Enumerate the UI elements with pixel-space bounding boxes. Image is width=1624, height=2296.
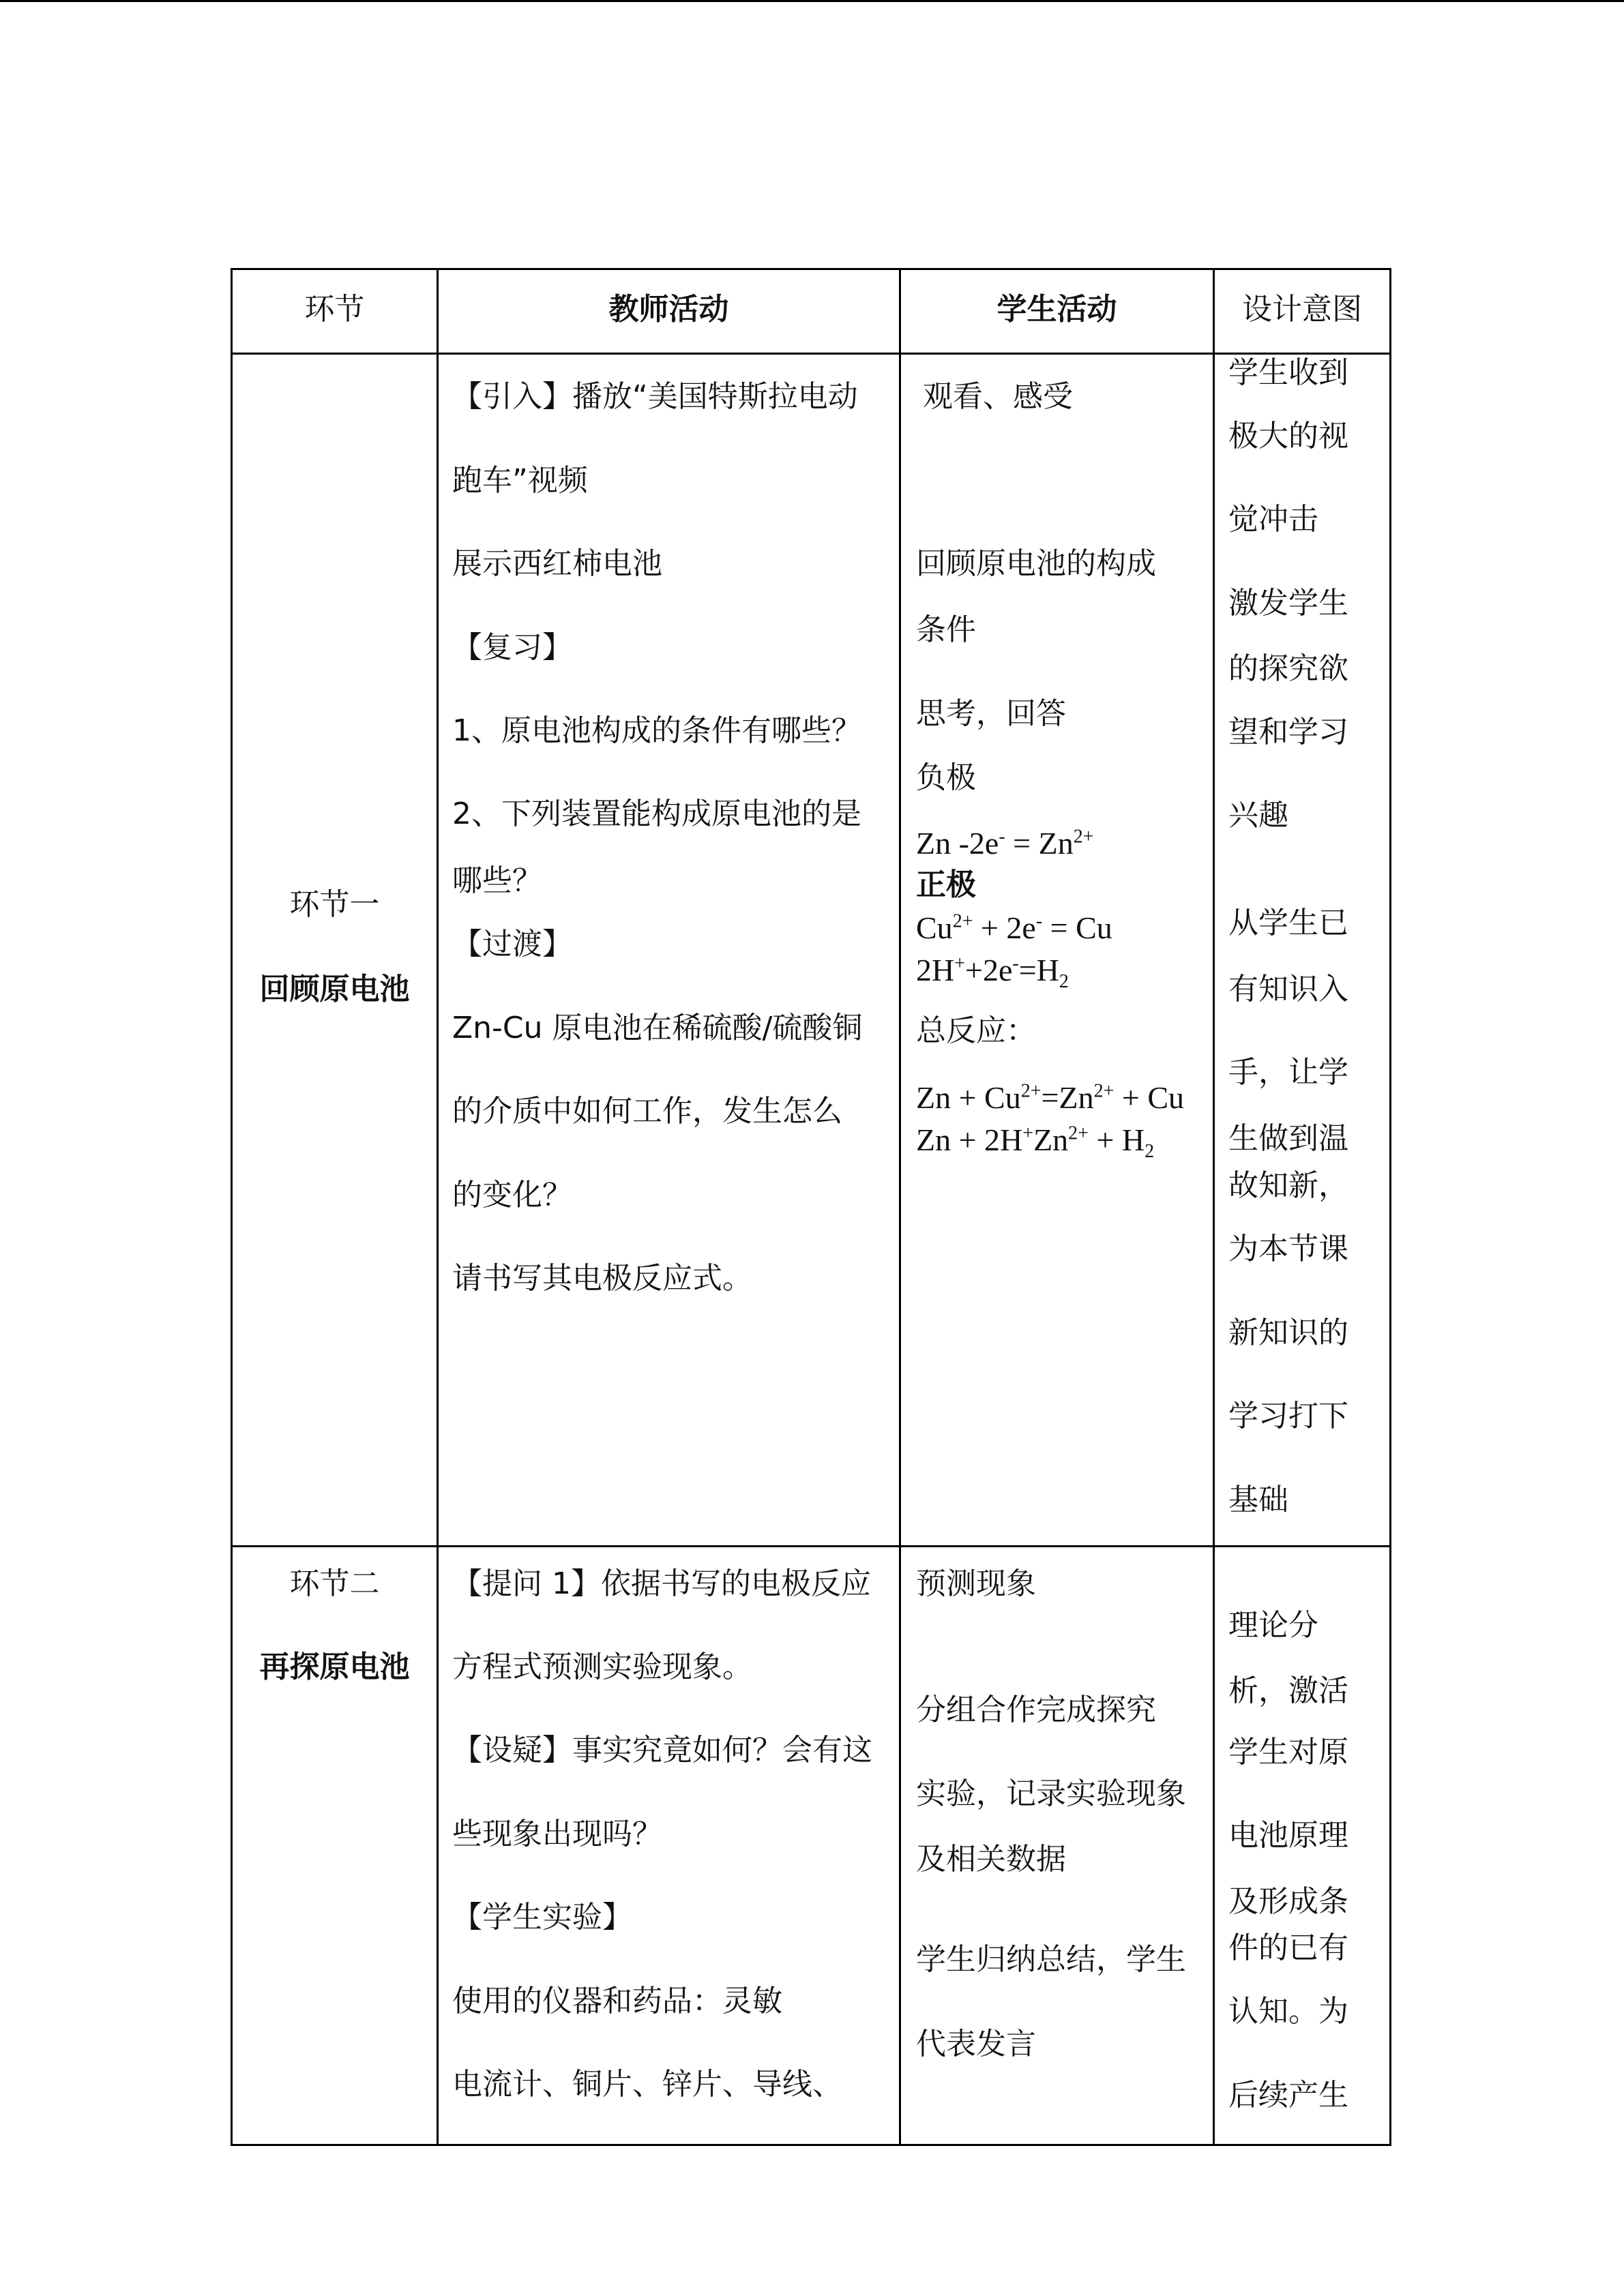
- student-review-cont: 条件: [916, 612, 976, 647]
- table-border-right: [1389, 268, 1391, 2146]
- design-line: 后续产生: [1228, 2078, 1348, 2113]
- teacher-line: 电流计、铜片、锌片、导线、: [452, 2067, 842, 2102]
- teacher-line: 展示西红柿电池: [452, 546, 662, 581]
- header-teacher-activity: 教师活动: [608, 292, 729, 327]
- teacher-line: 请书写其电极反应式。: [452, 1261, 752, 1296]
- student-line: 代表发言: [916, 2027, 1036, 2061]
- design-line: 为本节课: [1228, 1232, 1348, 1266]
- student-line: 及相关数据: [916, 1842, 1066, 1877]
- design-line: 从学生已: [1228, 906, 1348, 940]
- lesson-plan-table: [231, 268, 1391, 2146]
- design-line: 故知新，: [1228, 1168, 1348, 1203]
- section2-name: 环节二: [289, 1566, 380, 1601]
- design-line: 学生对原: [1228, 1735, 1348, 1770]
- design-line: 手，让学: [1228, 1055, 1348, 1090]
- design-line: 电池原理: [1228, 1818, 1348, 1853]
- student-think: 思考，回答: [916, 696, 1066, 731]
- column-divider-1: [437, 268, 439, 2146]
- teacher-line: 哪些？: [452, 863, 542, 898]
- design-line: 兴趣: [1228, 798, 1288, 833]
- teacher-line: 方程式预测实验现象。: [452, 1650, 752, 1684]
- design-line: 新知识的: [1228, 1315, 1348, 1350]
- positive-electrode-equation-1: $Cu^{2+} + 2e^- = Cu$: [916, 910, 1112, 945]
- student-review: 回顾原电池的构成: [916, 546, 1156, 581]
- negative-electrode-equation: Zn $-2e^- = Zn^{2+}$: [916, 826, 1094, 861]
- design-line: 极大的视: [1228, 419, 1348, 453]
- student-line: 预测现象: [916, 1566, 1036, 1601]
- student-watch: 观看、感受: [923, 379, 1073, 414]
- teacher-line: 【复习】: [452, 630, 572, 665]
- design-line: 的探究欲: [1228, 651, 1348, 686]
- teacher-line: 的介质中如何工作，发生怎么: [452, 1094, 842, 1129]
- teacher-line: 【设疑】事实究竟如何？会有这: [452, 1733, 872, 1768]
- teacher-line: 【过渡】: [452, 927, 572, 961]
- design-line: 及形成条: [1228, 1884, 1348, 1919]
- top-border: [0, 0, 1624, 2]
- design-line: 理论分: [1228, 1608, 1318, 1643]
- design-line: 认知。为: [1228, 1994, 1348, 2029]
- design-line: 析，激活: [1228, 1673, 1348, 1708]
- design-line: 件的已有: [1228, 1930, 1348, 1965]
- teacher-line: 【提问 1】依据书写的电极反应: [452, 1566, 871, 1601]
- section1-title: 回顾原电池: [259, 972, 410, 1007]
- design-line: 学生收到: [1228, 355, 1348, 390]
- total-reaction-equation-1: $Zn + Cu^{2+}=Zn^{2+} + Cu$: [916, 1080, 1184, 1115]
- column-divider-2: [899, 268, 901, 2146]
- table-border-left: [231, 268, 233, 2146]
- teacher-line: Zn-Cu 原电池在稀硫酸/硫酸铜: [452, 1011, 863, 1045]
- total-reaction-equation-2: $Zn + 2H^+Zn^{2+} + H_2$: [916, 1122, 1155, 1163]
- table-border-bottom: [231, 2144, 1391, 2146]
- design-line: 基础: [1228, 1482, 1288, 1517]
- design-line: 学习打下: [1228, 1399, 1348, 1433]
- student-line: 学生归纳总结，学生: [916, 1942, 1186, 1977]
- teacher-line: 些现象出现吗？: [452, 1817, 662, 1851]
- section1-name: 环节一: [289, 887, 380, 922]
- design-line: 觉冲击: [1228, 502, 1318, 537]
- design-line: 望和学习: [1228, 715, 1348, 749]
- total-reaction-label: 总反应：: [916, 1013, 1036, 1048]
- teacher-line: 的变化？: [452, 1178, 572, 1212]
- section2-title: 再探原电池: [259, 1650, 410, 1684]
- column-divider-3: [1213, 268, 1215, 2146]
- teacher-line: 使用的仪器和药品：灵敏: [452, 1984, 782, 2018]
- positive-electrode-label: 正极: [916, 867, 976, 902]
- section-divider: [231, 1545, 1391, 1547]
- header-student-activity: 学生活动: [996, 292, 1117, 327]
- teacher-line: 2、下列装置能构成原电池的是: [452, 796, 861, 831]
- student-line: 实验，记录实验现象: [916, 1776, 1186, 1811]
- design-line: 有知识入: [1228, 972, 1348, 1007]
- header-stage: 环节: [304, 292, 365, 327]
- table-border-top: [231, 268, 1391, 270]
- design-line: 生做到温: [1228, 1121, 1348, 1156]
- teacher-line: 【学生实验】: [452, 1900, 632, 1935]
- student-line: 分组合作完成探究: [916, 1693, 1156, 1727]
- teacher-line: 【引入】播放“美国特斯拉电动: [452, 379, 858, 414]
- negative-electrode-label: 负极: [916, 760, 976, 795]
- design-line: 激发学生: [1228, 586, 1348, 621]
- teacher-line: 跑车”视频: [452, 463, 588, 498]
- header-design-intent: 设计意图: [1242, 292, 1362, 327]
- header-divider: [231, 353, 1391, 355]
- teacher-line: 1、原电池构成的条件有哪些？: [452, 713, 861, 748]
- positive-electrode-equation-2: $2H^++2e^-=H_2$: [916, 953, 1069, 993]
